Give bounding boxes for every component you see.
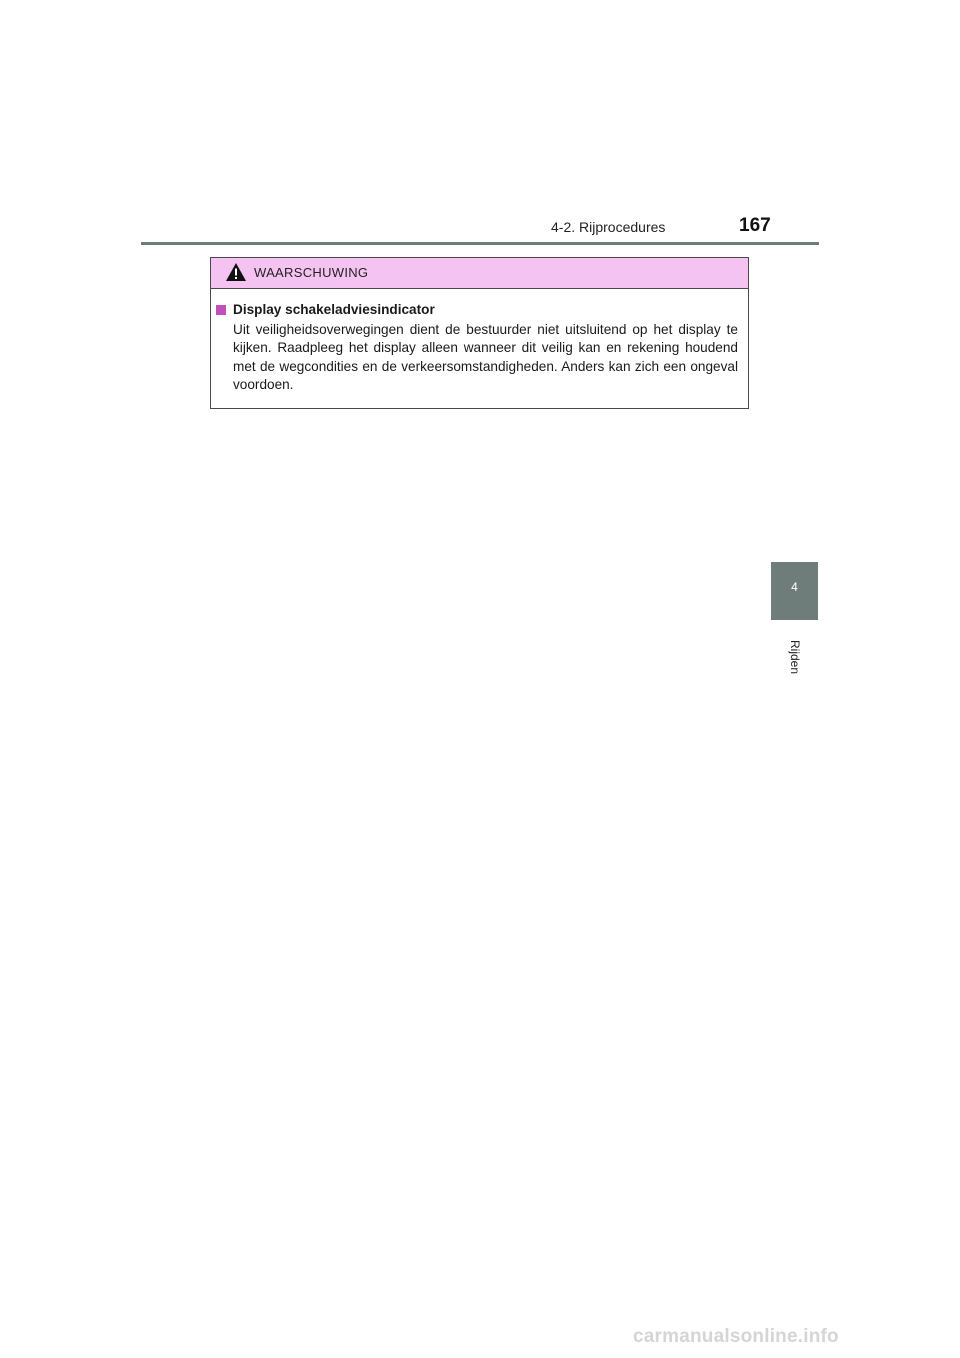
warning-item-text: Uit veiligheidsoverwegingen dient de bestuurder niet uitsluitend op het display te kijken. Raadpleeg het display alleen wanneer dit veilig kan en rekening houdend met de wegcondities en de verkeersomstandigheden. Anders kan zich een ongeval voordoen.: [233, 321, 738, 392]
warning-box: [210, 257, 749, 409]
warning-triangle-icon: [225, 262, 247, 282]
header-rule: [141, 242, 819, 245]
page-number: 167: [739, 215, 771, 236]
chapter-label: Rijden: [788, 639, 802, 675]
warning-header: [211, 258, 748, 289]
chapter-number: 4: [791, 580, 798, 594]
warning-body: [211, 289, 748, 395]
warning-title: WAARSCHUWING: [254, 265, 369, 280]
warning-item-heading-text: Display schakeladviesindicator: [233, 302, 435, 317]
watermark: carmanualsonline.info: [633, 1326, 839, 1347]
chapter-tab: [771, 562, 818, 620]
warning-item-heading: [216, 301, 738, 320]
section-title: 4-2. Rijprocedures: [551, 219, 666, 235]
square-bullet-icon: [216, 305, 226, 315]
